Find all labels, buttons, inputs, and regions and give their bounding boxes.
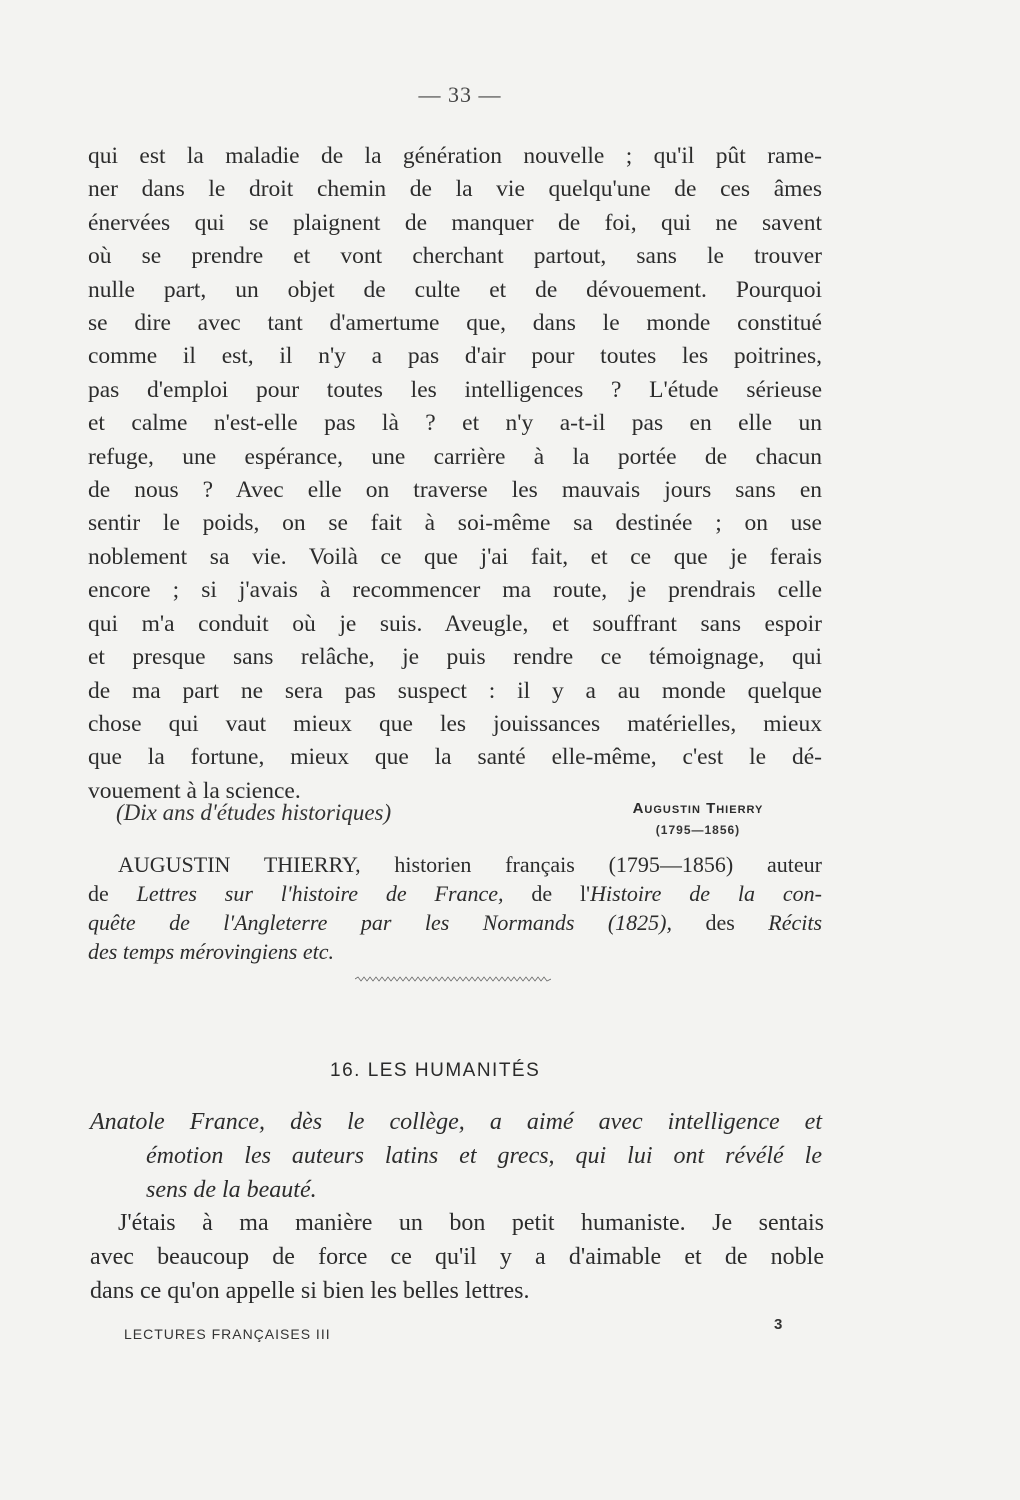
text-line: J'étais à ma manière un bon petit humaniste. Je sentais [118, 1210, 824, 1236]
note-line [88, 850, 822, 879]
note-text: de l' [503, 881, 591, 906]
text-line: chose qui vaut mieux que les jouissances matérielles, mieux [88, 710, 822, 737]
text-line: pas d'emploi pour toutes les intelligences ? L'étude sérieuse [88, 376, 822, 403]
text-line: se dire avec tant d'amertume que, dans le monde constitué [88, 310, 822, 337]
book-title: Lettres sur l'histoire de France, [136, 881, 504, 906]
text-line: et presque sans relâche, je puis rendre ce témoignage, qui [88, 644, 822, 671]
ornamental-divider [355, 976, 551, 982]
text-line: encore ; si j'avais à recommencer ma route, je prendrais celle [88, 577, 822, 604]
author-signature: Augustin Thierry [632, 800, 764, 817]
text-line: comme il est, il n'y a pas d'air pour toutes les poitrines, [88, 343, 822, 370]
page-number: — 33 — [418, 82, 502, 107]
text-line: sentir le poids, on se fait à soi-même sa destinée ; on use [88, 510, 822, 537]
book-title: des temps mérovingiens etc. [88, 939, 335, 964]
section-intro [90, 1105, 822, 1207]
text-line: de ma part ne sera pas suspect : il y a au monde quelque [88, 677, 822, 704]
intro-line: sens de la beauté. [146, 1177, 317, 1203]
text-line: ner dans le droit chemin de la vie quelqu'une de ces âmes [88, 176, 822, 203]
text-line: qui m'a conduit où je suis. Aveugle, et souffrant sans espoir [88, 610, 822, 637]
author-dates: (1795—1856) [655, 823, 741, 837]
text-line: dans ce qu'on appelle si bien les belles lettres. [90, 1278, 530, 1304]
text-line: refuge, une espérance, une carrière à la portée de chacun [88, 443, 822, 470]
note-line [88, 879, 822, 908]
footer-book-title: LECTURES FRANÇAISES III [124, 1326, 331, 1342]
source-citation: (Dix ans d'études historiques) [116, 800, 392, 825]
text-line: de nous ? Avec elle on traverse les mauvais jours sans en [88, 477, 822, 504]
text-line: avec beaucoup de force ce qu'il y a d'aimable et de noble [90, 1244, 824, 1270]
text-line: et calme n'est-elle pas là ? et n'y a-t-il pas en elle un [88, 410, 822, 437]
text-line: vouement à la science. [88, 777, 301, 804]
book-title: quête de l'Angleterre par les Normands (1825), [88, 910, 673, 935]
footer-signature-mark: 3 [774, 1316, 783, 1333]
note-line [88, 937, 822, 966]
main-paragraph [88, 140, 822, 808]
author-note [88, 850, 822, 966]
section-title: 16. LES HUMANITÉS [330, 1060, 541, 1081]
text-line: où se prendre et vont cherchant partout, sans le trouver [88, 243, 822, 270]
text-line: qui est la maladie de la génération nouvelle ; qu'il pût rame- [88, 143, 822, 169]
section-paragraph [90, 1206, 824, 1308]
note-text: AUGUSTIN THIERRY, historien français (1795—1856) auteur [118, 852, 822, 877]
intro-line: Anatole France, dès le collège, a aimé avec intelligence et [90, 1109, 822, 1135]
book-title: Récits [768, 910, 823, 935]
text-line: nulle part, un objet de culte et de dévouement. Pourquoi [88, 276, 822, 303]
text-line: énervées qui se plaignent de manquer de foi, qui ne savent [88, 209, 822, 236]
book-title: Histoire de la con- [590, 881, 823, 906]
note-line [88, 908, 822, 937]
text-line: que la fortune, mieux que la santé elle-même, c'est le dé- [88, 744, 822, 771]
note-text: des [672, 910, 769, 935]
note-text: de [88, 881, 137, 906]
text-line: noblement sa vie. Voilà ce que j'ai fait, et ce que je ferais [88, 543, 822, 570]
intro-line: émotion les auteurs latins et grecs, qui lui ont révélé le [146, 1143, 822, 1169]
